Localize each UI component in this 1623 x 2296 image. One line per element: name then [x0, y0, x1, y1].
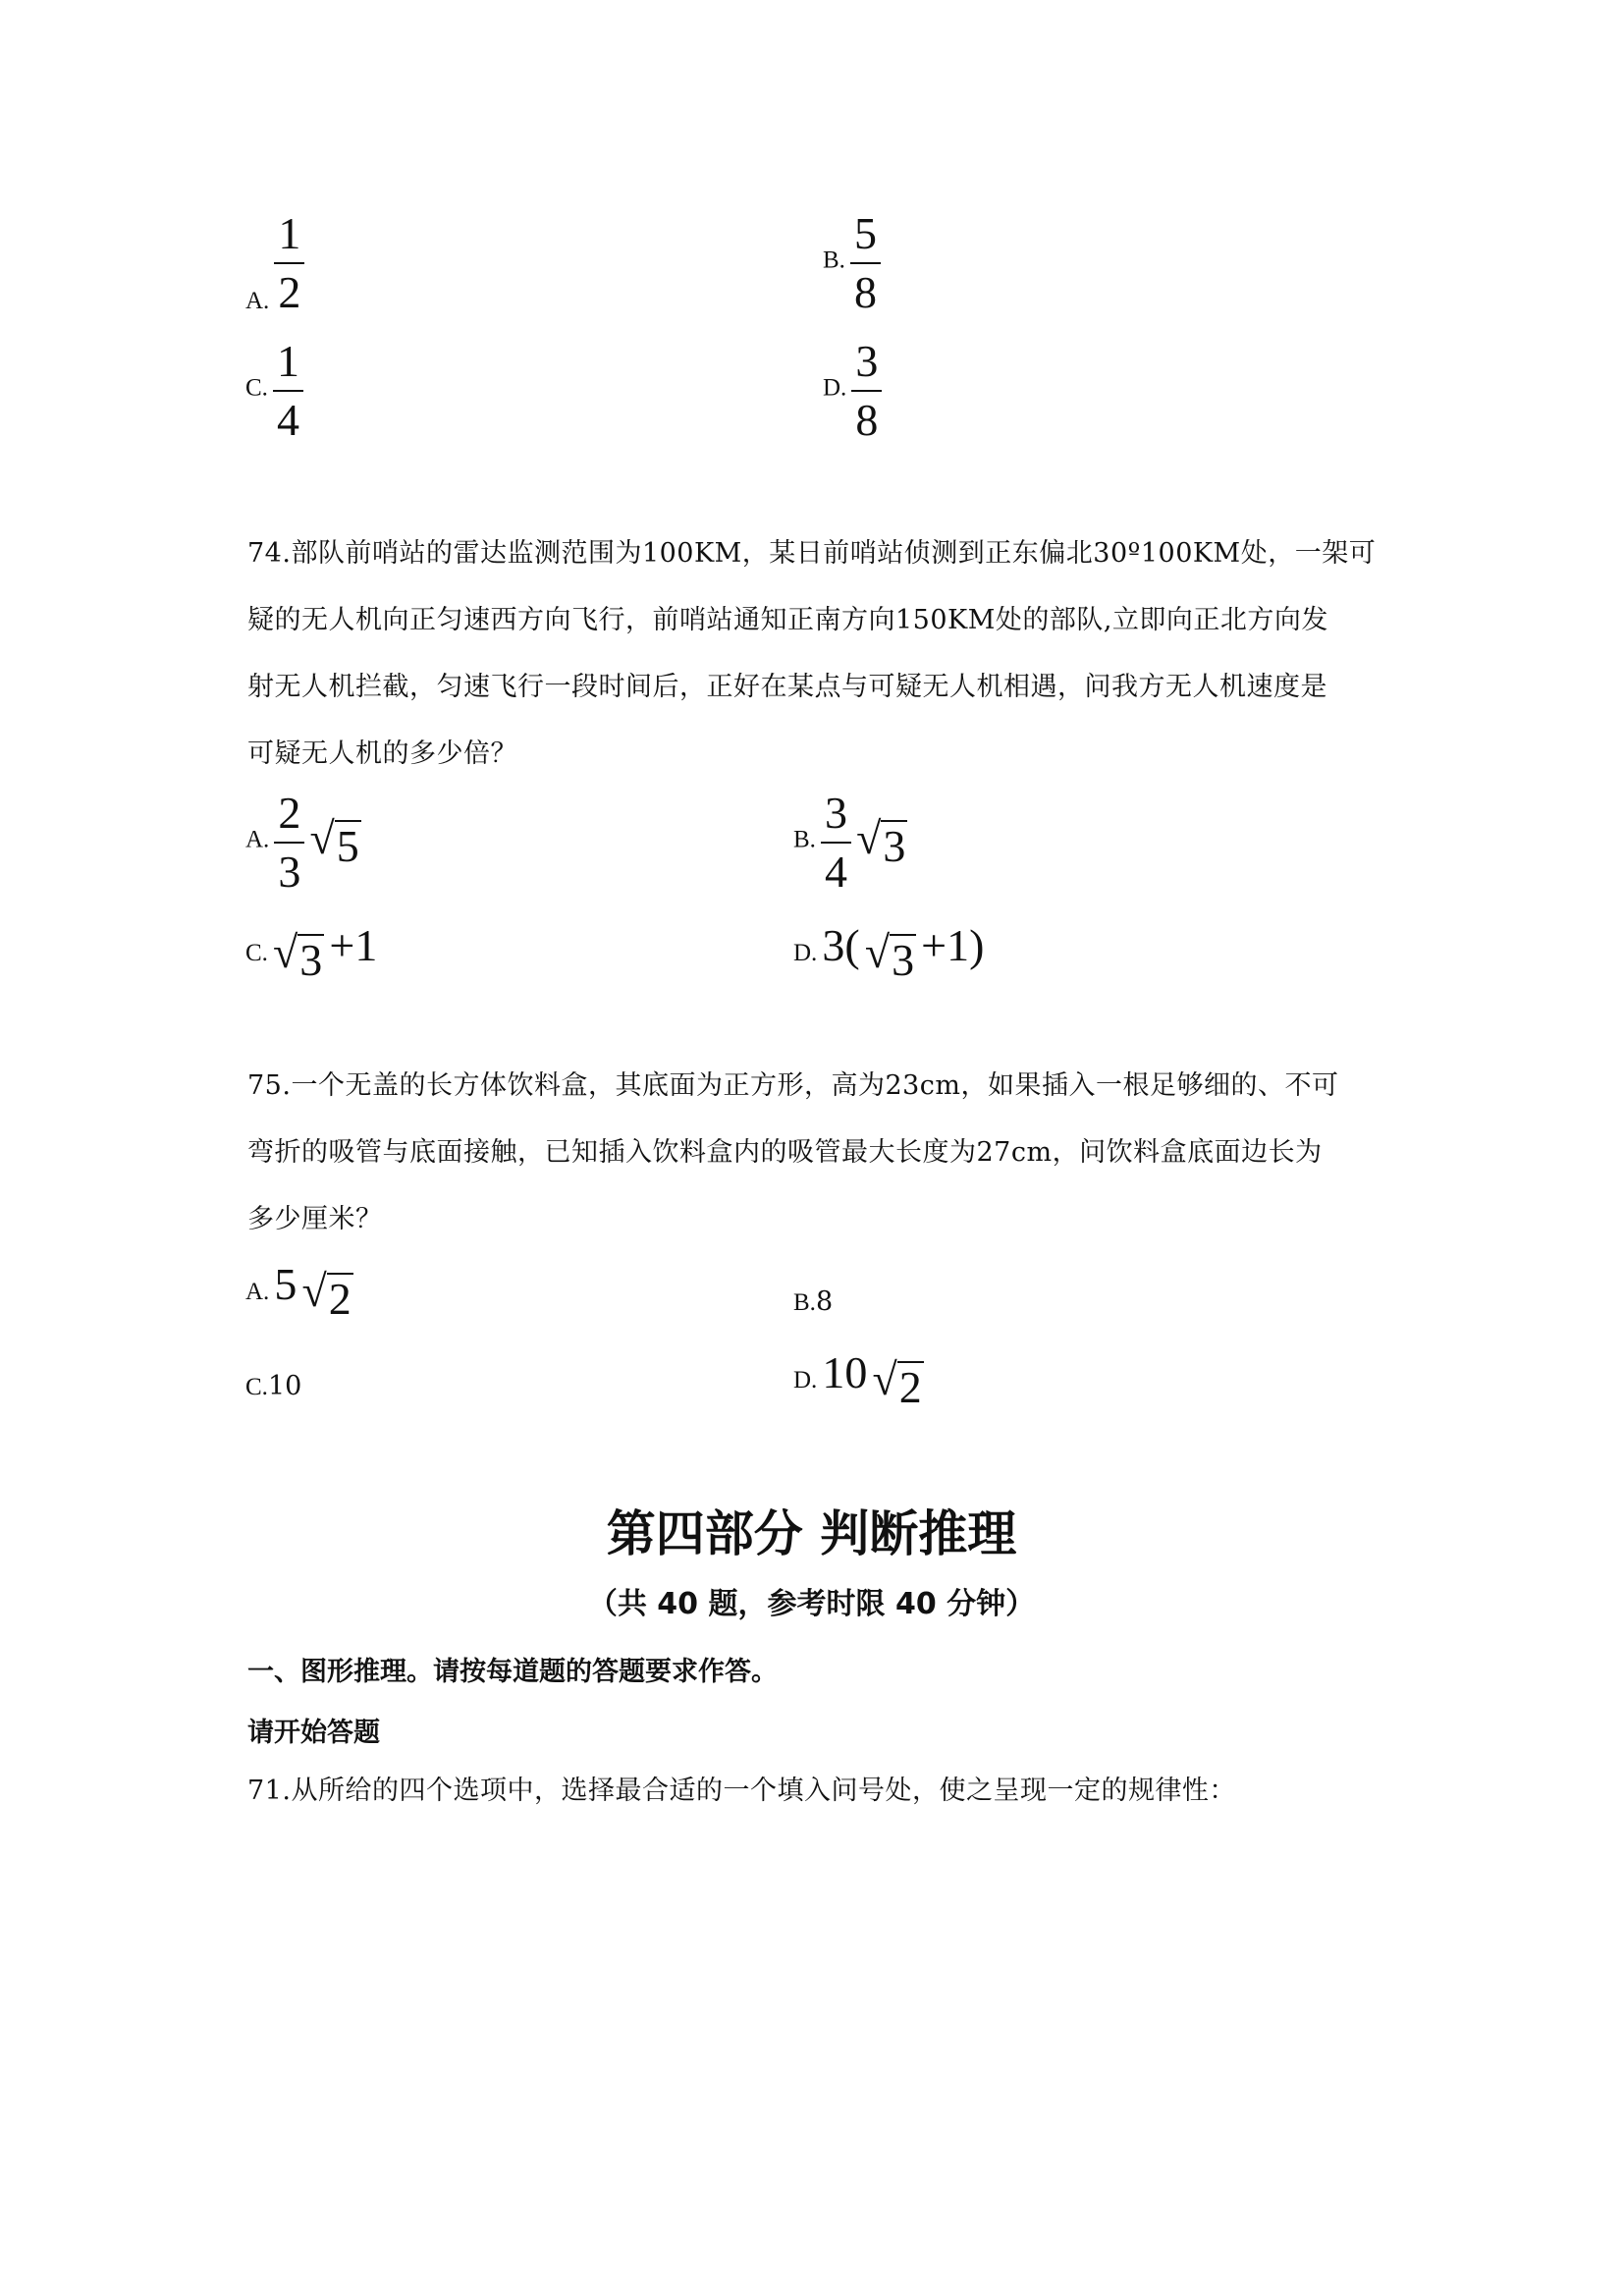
option-label: D. [823, 374, 847, 402]
square-root [309, 813, 361, 871]
fraction [273, 336, 303, 445]
q73-option-d[interactable] [823, 336, 882, 445]
radical-sign: √ [864, 926, 891, 977]
text-line: 射无人机拦截，匀速飞行一段时间后，正好在某点与可疑无人机相遇，问我方无人机速度是 [247, 672, 1327, 702]
fraction-bar [851, 390, 882, 392]
section-instruction: 一、图形推理。请按每道题的答题要求作答。 [247, 1657, 778, 1687]
fraction [821, 788, 851, 897]
q74-option-b[interactable] [793, 788, 907, 897]
option-label: B. [793, 1289, 816, 1316]
radical-sign: √ [273, 926, 298, 977]
denominator: 3 [278, 847, 301, 897]
numerator: 1 [278, 208, 301, 258]
square-root [864, 926, 916, 985]
start-answering: 请开始答题 [247, 1718, 380, 1748]
radicand: 5 [336, 821, 359, 871]
fraction [274, 208, 304, 317]
numerator: 1 [277, 336, 300, 386]
radical-sign: √ [856, 813, 882, 863]
option-label: B. [823, 246, 845, 274]
expression-lead: 10 [822, 1347, 868, 1397]
option-value: 8 [815, 1286, 834, 1317]
fraction-bar [274, 262, 304, 264]
fraction-bar [850, 262, 881, 264]
square-root [301, 1265, 353, 1324]
option-label: C. [245, 940, 268, 966]
question-74-text [247, 520, 1394, 788]
numerator: 3 [855, 336, 879, 386]
q74-option-d[interactable] [793, 920, 985, 985]
expression-lead: 5 [274, 1259, 298, 1309]
section-subtitle: （共 40 题，参考时限 40 分钟） [587, 1587, 1036, 1621]
fraction [850, 208, 881, 317]
q74-option-a[interactable] [245, 788, 361, 897]
fraction-bar [273, 390, 303, 392]
text-line: 可疑无人机的多少倍？ [247, 738, 517, 769]
q73-option-b[interactable] [823, 208, 881, 317]
option-label: A. [245, 1279, 270, 1305]
option-label: A. [245, 826, 270, 853]
question-71-text: 71.从所给的四个选项中，选择最合适的一个填入问号处，使之呈现一定的规律性： [247, 1776, 1236, 1806]
fraction-bar [274, 842, 304, 844]
option-label: D. [793, 940, 818, 966]
numerator: 5 [854, 208, 878, 258]
expression-lead: 3( [822, 920, 860, 970]
radicand: 2 [328, 1273, 352, 1324]
option-label: C. [245, 1374, 268, 1400]
q75-option-c[interactable] [245, 1371, 301, 1401]
option-value: 10 [267, 1371, 302, 1401]
text-line: 疑的无人机向正匀速西方向飞行，前哨站通知正南方向150KM处的部队,立即向正北方向发 [247, 605, 1328, 635]
q73-option-a[interactable] [245, 208, 304, 317]
fraction [851, 336, 882, 445]
radical-sign: √ [309, 813, 335, 863]
expression-tail: +1 [329, 920, 378, 970]
question-75-text [247, 1053, 1394, 1253]
option-label: A. [245, 288, 270, 314]
denominator: 8 [854, 267, 878, 317]
square-root [856, 813, 907, 871]
radicand: 3 [892, 934, 915, 985]
numerator: 3 [825, 788, 848, 838]
fraction [274, 788, 304, 897]
denominator: 4 [825, 847, 848, 897]
option-label: D. [793, 1367, 818, 1394]
text-line: 弯折的吸管与底面接触，已知插入饮料盒内的吸管最大长度为27cm，问饮料盒底面边长为 [247, 1137, 1323, 1168]
q75-option-a[interactable] [245, 1259, 353, 1324]
radical-sign: √ [872, 1353, 897, 1404]
option-label: C. [245, 374, 268, 402]
numerator: 2 [278, 788, 301, 838]
radicand: 3 [883, 821, 906, 871]
square-root [273, 926, 324, 985]
text-line: 75.一个无盖的长方体饮料盒，其底面为正方形，高为23cm，如果插入一根足够细的、不可 [247, 1070, 1339, 1101]
text-line: 多少厘米？ [247, 1204, 383, 1234]
option-label: B. [793, 826, 816, 853]
radicand: 2 [898, 1361, 922, 1412]
q73-option-c[interactable] [245, 336, 303, 445]
expression-tail: +1) [921, 920, 985, 970]
denominator: 8 [855, 395, 879, 445]
radicand: 3 [299, 934, 323, 985]
text-line: 74.部队前哨站的雷达监测范围为100KM，某日前哨站侦测到正东偏北30º100KM处，一架可 [247, 538, 1377, 569]
radical-sign: √ [301, 1265, 327, 1316]
denominator: 4 [277, 395, 300, 445]
section-title: 第四部分 判断推理 [606, 1505, 1017, 1562]
fraction-bar [821, 842, 851, 844]
q75-option-d[interactable] [793, 1347, 924, 1412]
q74-option-c[interactable] [245, 920, 378, 985]
denominator: 2 [278, 267, 301, 317]
q75-option-b[interactable] [793, 1286, 833, 1317]
square-root [872, 1353, 924, 1412]
